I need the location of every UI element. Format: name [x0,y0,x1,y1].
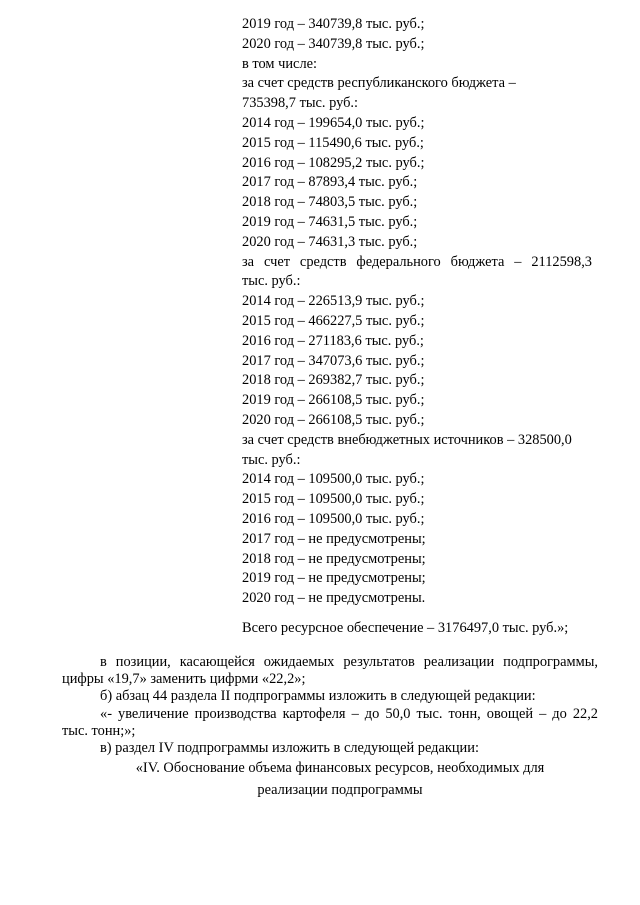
budget-list [242,15,592,639]
list-line: 2019 год – 266108,5 тыс. руб.; [242,392,425,409]
paragraph: «- увеличение производства картофеля – до 50,0 тыс. тонн, овощей – до 22,2 тыс. тонн;»; [62,705,598,739]
list-line: 2014 год – 226513,9 тыс. руб.; [242,293,425,310]
list-line: 2018 год – 74803,5 тыс. руб.; [242,194,418,211]
total-line: Всего ресурсное обеспечение – 3176497,0 тыс. руб.»; [242,619,569,636]
section-heading: реализации подпрограммы [257,782,423,799]
list-line: 2020 год – 266108,5 тыс. руб.; [242,411,425,428]
list-line: 2018 год – 269382,7 тыс. руб.; [242,372,425,389]
list-line: 735398,7 тыс. руб.: [242,95,359,112]
section-heading: «IV. Обоснование объема финансовых ресурсов, необходимых для [135,760,545,777]
list-line: 2017 год – не предусмотрены; [242,530,426,547]
list-line: 2020 год – 340739,8 тыс. руб.; [242,35,425,52]
list-line: тыс. руб.: [242,451,301,468]
list-line: 2017 год – 87893,4 тыс. руб.; [242,174,418,191]
list-line: за счет средств республиканского бюджета – [242,75,516,92]
list-line: 2020 год – не предусмотрены. [242,590,426,607]
paragraph: б) абзац 44 раздела II подпрограммы изложить в следующей редакции: [100,688,536,705]
list-line: 2016 год – 108295,2 тыс. руб.; [242,154,425,171]
list-line: 2016 год – 271183,6 тыс. руб.; [242,332,424,349]
list-line: за счет средств федерального бюджета – 2112598,3 [242,253,592,270]
list-line: в том числе: [242,55,318,72]
list-line: 2016 год – 109500,0 тыс. руб.; [242,510,425,527]
list-line: 2014 год – 109500,0 тыс. руб.; [242,471,425,488]
paragraph: в) раздел IV подпрограммы изложить в следующей редакции: [100,740,479,757]
list-line: 2014 год – 199654,0 тыс. руб.; [242,114,425,131]
list-line: 2015 год – 109500,0 тыс. руб.; [242,491,425,508]
amendment-text [62,654,598,801]
paragraph: в позиции, касающейся ожидаемых результатов реализации подпрограммы, цифры «19,7» заменить цифрми «22,2»; [62,654,598,688]
list-line: 2019 год – не предусмотрены; [242,570,426,587]
list-line: 2015 год – 466227,5 тыс. руб.; [242,312,425,329]
list-line: 2015 год – 115490,6 тыс. руб.; [242,134,424,151]
list-line: за счет средств внебюджетных источников – 328500,0 [242,431,572,448]
list-line: тыс. руб.: [242,273,301,290]
list-line: 2020 год – 74631,3 тыс. руб.; [242,233,418,250]
list-line: 2019 год – 340739,8 тыс. руб.; [242,16,425,32]
list-line: 2017 год – 347073,6 тыс. руб.; [242,352,425,369]
list-line: 2019 год – 74631,5 тыс. руб.; [242,213,418,230]
list-line: 2018 год – не предусмотрены; [242,550,426,567]
